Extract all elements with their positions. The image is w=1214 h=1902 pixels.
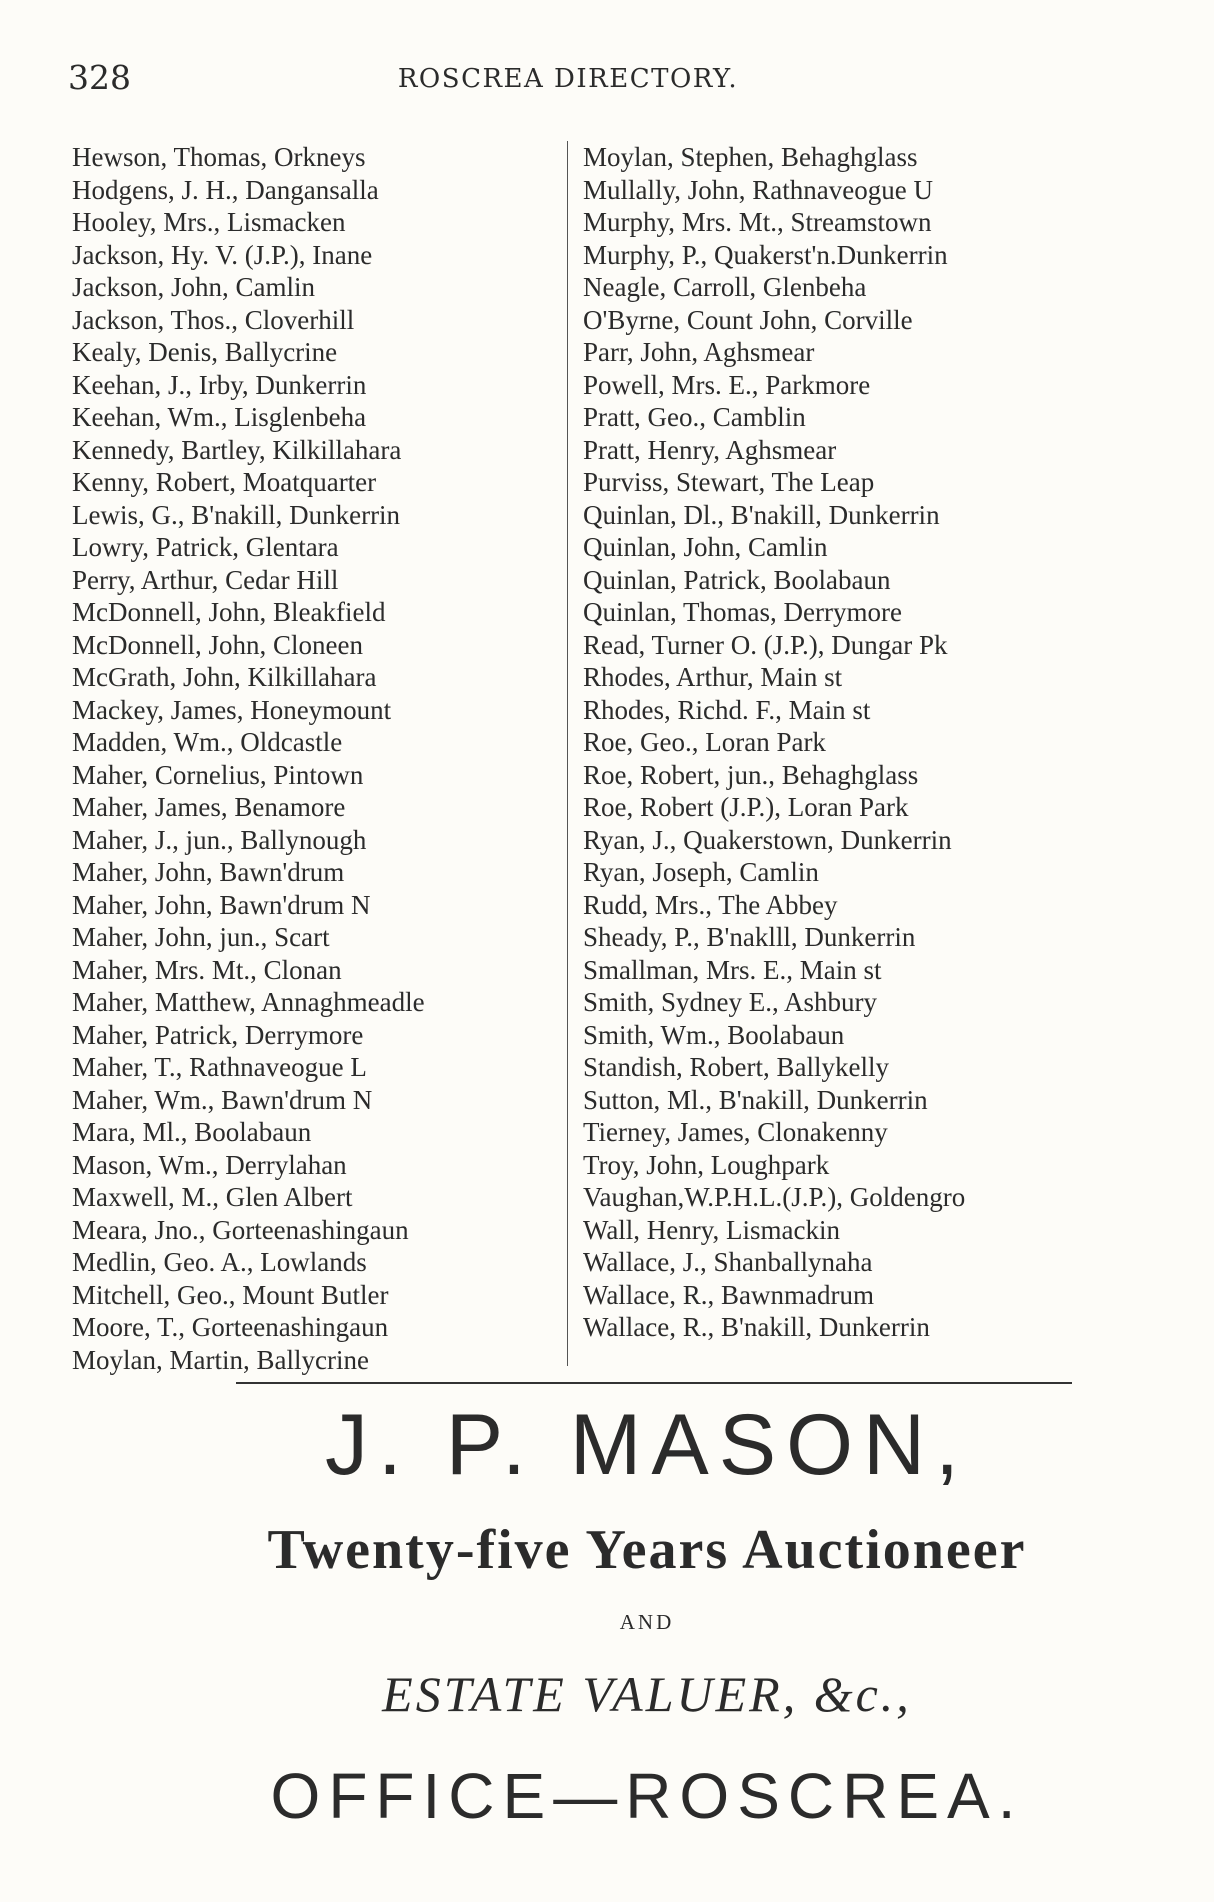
directory-entry: Madden, Wm., Oldcastle [72,727,343,757]
directory-entry: Kennedy, Bartley, Kilkillahara [72,434,402,465]
directory-entry: Mason, Wm., Derrylahan [72,1149,347,1180]
directory-entry: Murphy, Mrs. Mt., Streamstown [583,207,932,237]
directory-entry: Troy, John, Loughpark [583,1149,830,1180]
directory-entry: Sutton, Ml., B'nakill, Dunkerrin [583,1084,928,1115]
directory-entry: Rhodes, Arthur, Main st [583,662,843,692]
directory-entry: Roe, Robert (J.P.), Loran Park [583,792,909,822]
directory-entry: Keehan, J., Irby, Dunkerrin [72,369,367,400]
directory-entry: Maher, Matthew, Annaghmeadle [72,987,425,1017]
directory-entry: Quinlan, John, Camlin [583,532,828,562]
directory-entry: Hodgens, J. H., Dangansalla [72,174,379,205]
directory-entry: Moylan, Martin, Ballycrine [72,1344,369,1375]
directory-entry: Lewis, G., B'nakill, Dunkerrin [72,499,401,530]
directory-entry: Powell, Mrs. E., Parkmore [583,369,871,400]
page-header [68,52,1068,102]
directory-entry: Wallace, J., Shanballynaha [583,1247,873,1277]
running-head: ROSCREA DIRECTORY. [397,64,739,94]
column-divider [567,141,568,1366]
directory-entry: Wallace, R., B'nakill, Dunkerrin [583,1312,930,1342]
advertisement-tagline: Twenty-five Years Auctioneer [267,1519,1027,1581]
directory-entry: Kenny, Robert, Moatquarter [72,467,377,497]
directory-entry: Standish, Robert, Ballykelly [583,1052,889,1082]
directory-entry: O'Byrne, Count John, Corville [583,304,913,335]
directory-entry: Tierney, James, Clonakenny [583,1117,888,1147]
directory-entry: Moore, T., Gorteenashingaun [72,1312,389,1342]
directory-entry: Hewson, Thomas, Orkneys [72,142,366,172]
directory-entry: Parr, John, Aghsmear [583,337,815,367]
directory-entry: Jackson, John, Camlin [72,272,315,302]
directory-column-right [583,141,965,1344]
directory-entry: Rhodes, Richd. F., Main st [583,694,871,725]
directory-entry: Jackson, Hy. V. (J.P.), Inane [72,239,373,270]
directory-entry: Neagle, Carroll, Glenbeha [583,272,867,302]
directory-entry: Quinlan, Patrick, Boolabaun [583,564,891,595]
directory-entry: Mullally, John, Rathnaveogue U [583,174,933,205]
directory-entry: Wall, Henry, Lismackin [583,1214,841,1245]
directory-entry: Sheady, P., B'naklll, Dunkerrin [583,922,916,952]
directory-entry: Maher, J., jun., Ballynough [72,824,367,855]
directory-entry: Perry, Arthur, Cedar Hill [72,564,339,595]
directory-entry: Quinlan, Dl., B'nakill, Dunkerrin [583,499,940,530]
directory-entry: Maher, Patrick, Derrymore [72,1019,364,1050]
directory-entry: Murphy, P., Quakerst'n.Dunkerrin [583,239,948,270]
advertisement-and: AND [619,1610,675,1634]
directory-entry: Read, Turner O. (J.P.), Dungar Pk [583,629,948,660]
advertiser-name: J. P. MASON, [324,1397,970,1493]
directory-entry: Smallman, Mrs. E., Main st [583,954,882,985]
directory-entry: Purviss, Stewart, The Leap [583,467,875,497]
directory-entry: Hooley, Mrs., Lismacken [72,207,346,237]
directory-entry: Pratt, Henry, Aghsmear [583,434,837,465]
directory-entry: Smith, Sydney E., Ashbury [583,987,878,1017]
directory-entry: Smith, Wm., Boolabaun [583,1019,845,1050]
directory-entry: Maher, James, Benamore [72,792,346,822]
directory-entry: Ryan, Joseph, Camlin [583,857,819,887]
directory-entry: Roe, Robert, jun., Behaghglass [583,759,919,790]
directory-entry: Lowry, Patrick, Glentara [72,532,339,562]
directory-entry: Meara, Jno., Gorteenashingaun [72,1214,409,1245]
directory-entry: Mitchell, Geo., Mount Butler [72,1279,389,1310]
directory-entry: Ryan, J., Quakerstown, Dunkerrin [583,824,952,855]
directory-entry: Maher, Cornelius, Pintown [72,759,364,790]
directory-entry: McDonnell, John, Cloneen [72,629,363,660]
directory-entry: Vaughan,W.P.H.L.(J.P.), Goldengro [583,1182,966,1212]
directory-entry: Moylan, Stephen, Behaghglass [583,142,918,172]
advertisement-profession: ESTATE VALUER, &c., [382,1666,912,1722]
directory-entry: McGrath, John, Kilkillahara [72,662,377,692]
directory-column-left [72,141,425,1376]
directory-entry: Quinlan, Thomas, Derrymore [583,597,902,627]
directory-entry: Kealy, Denis, Ballycrine [72,337,338,367]
directory-entry: Maher, John, jun., Scart [72,922,330,952]
directory-entry: Rudd, Mrs., The Abbey [583,889,838,920]
directory-entry: Mackey, James, Honeymount [72,694,392,725]
directory-entry: Wallace, R., Bawnmadrum [583,1279,874,1310]
directory-entry: Maxwell, M., Glen Albert [72,1182,353,1212]
directory-entry: Maher, Mrs. Mt., Clonan [72,954,342,985]
directory-entry: Pratt, Geo., Camblin [583,402,806,432]
directory-entry: Maher, John, Bawn'drum [72,857,345,887]
directory-entry: Mara, Ml., Boolabaun [72,1117,312,1147]
directory-entry: Keehan, Wm., Lisglenbeha [72,402,367,432]
directory-entry: Jackson, Thos., Cloverhill [72,304,355,335]
directory-entry: Maher, Wm., Bawn'drum N [72,1084,373,1115]
directory-entry: Maher, John, Bawn'drum N [72,889,371,920]
directory-entry: Roe, Geo., Loran Park [583,727,826,757]
advertisement-rule [236,1382,1072,1384]
page-number: 328 [68,58,131,97]
advertisement-office: OFFICE—ROSCREA. [270,1760,1024,1832]
directory-entry: Maher, T., Rathnaveogue L [72,1052,367,1082]
directory-entry: Medlin, Geo. A., Lowlands [72,1247,367,1277]
directory-entry: McDonnell, John, Bleakfield [72,597,386,627]
